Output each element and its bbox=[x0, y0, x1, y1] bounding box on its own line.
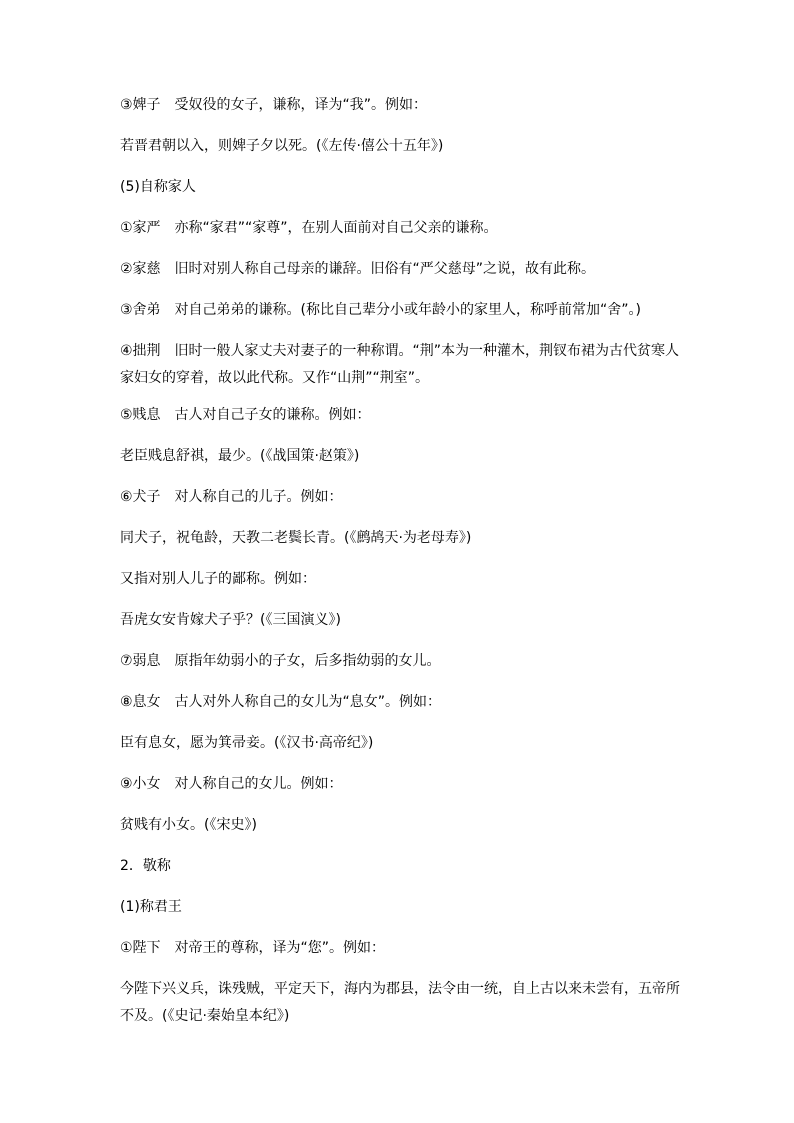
paragraph-bixia-term: ①陛下 对帝王的尊称，译为“您”。例如： bbox=[120, 940, 386, 956]
paragraph-jianxi-example: 老臣贱息舒祺，最少。(《战国策·赵策》) bbox=[120, 448, 360, 464]
paragraph-jianxi-term: ⑤贱息 古人对自己子女的谦称。例如： bbox=[120, 407, 371, 423]
paragraph-quanzi-second-meaning: 又指对别人儿子的鄙称。例如： bbox=[120, 571, 316, 587]
paragraph-zhuojing-term: ④拙荆 旧时一般人家丈夫对妻子的一种称谓。“荆”本为一种灌木，荆钗布裙为古代贫寒人家妇女的穿着，故以此代称。又作“山荆”“荆室”。 bbox=[120, 343, 680, 386]
paragraph-xiaonv-example: 贫贱有小女。(《宋史》) bbox=[120, 817, 257, 833]
document-body bbox=[120, 92, 680, 1040]
paragraph-xinv-term: ⑧息女 古人对外人称自己的女儿为“息女”。例如： bbox=[120, 694, 442, 710]
paragraph-jiayan-term: ①家严 亦称“家君”“家尊”，在别人面前对自己父亲的谦称。 bbox=[120, 220, 498, 236]
paragraph-quanzi-term: ⑥犬子 对人称自己的儿子。例如： bbox=[120, 489, 343, 505]
section-heading-monarch: (1)称君王 bbox=[120, 899, 182, 915]
paragraph-ruoxi-term: ⑦弱息 原指年幼弱小的子女，后多指幼弱的女儿。 bbox=[120, 653, 441, 669]
paragraph-quanzi-example: 同犬子，祝龟龄，天教二老鬓长青。(《鹧鸪天·为老母寿》) bbox=[120, 530, 472, 546]
paragraph-bizi-example: 若晋君朝以入，则婢子夕以死。(《左传·僖公十五年》) bbox=[120, 138, 444, 154]
paragraph-quanzi-example-2: 吾虎女安肯嫁犬子乎？(《三国演义》) bbox=[120, 612, 341, 628]
paragraph-xiaonv-term: ⑨小女 对人称自己的女儿。例如： bbox=[120, 776, 343, 792]
paragraph-bizi-term: ③婢子 受奴役的女子，谦称，译为“我”。例如： bbox=[120, 97, 428, 113]
section-heading-honorific: 2．敬称 bbox=[120, 858, 171, 874]
paragraph-shedi-term: ③舍弟 对自己弟弟的谦称。(称比自己辈分小或年龄小的家里人，称呼前常加“舍”。) bbox=[120, 302, 641, 318]
paragraph-bixia-example: 今陛下兴义兵，诛残贼，平定天下，海内为郡县，法令由一统，自上古以来未尝有，五帝所不及。(《史记·秦始皇本纪》) bbox=[120, 981, 680, 1024]
paragraph-jiaci-term: ②家慈 旧时对别人称自己母亲的谦辞。旧俗有“严父慈母”之说，故有此称。 bbox=[120, 261, 596, 277]
section-heading-family: (5)自称家人 bbox=[120, 179, 196, 195]
paragraph-xinv-example: 臣有息女，愿为箕帚妾。(《汉书·高帝纪》) bbox=[120, 735, 374, 751]
